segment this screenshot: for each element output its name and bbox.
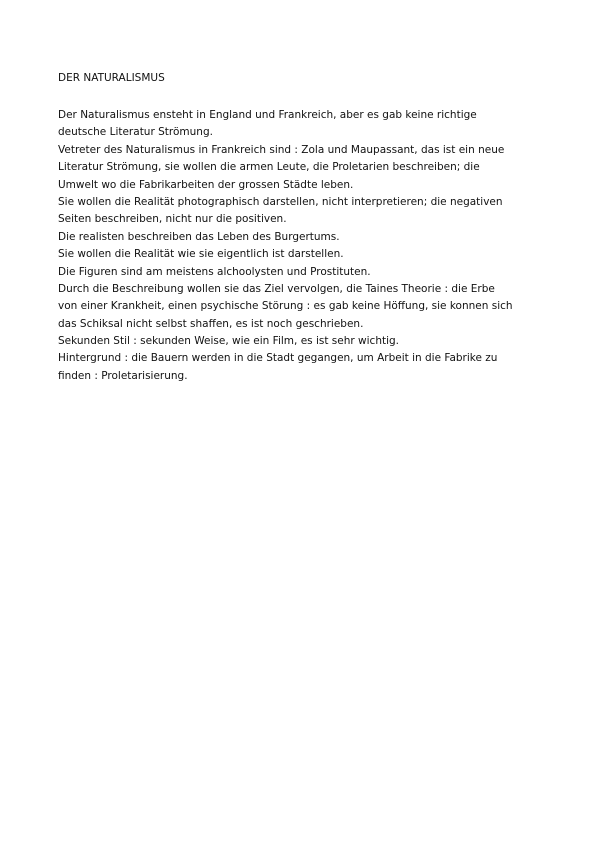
- text-line: Sie wollen die Realität wie sie eigentlich ist darstellen.: [58, 248, 344, 261]
- text-line: Vetreter des Naturalismus in Frankreich sind : Zola und Maupassant, das ist ein neue: [58, 143, 505, 156]
- text-line: Seiten beschreiben, nicht nur die positiven.: [58, 213, 287, 226]
- text-line: Umwelt wo die Fabrikarbeiten der grossen Städte leben.: [58, 178, 354, 191]
- text-line: Literatur Strömung, sie wollen die armen Leute, die Proletarien beschreiben; die: [58, 161, 480, 174]
- text-line: Sekunden Stil : sekunden Weise, wie ein Film, es ist sehr wichtig.: [58, 335, 400, 348]
- text-line: Sie wollen die Realität photographisch darstellen, nicht interpretieren; die negativen: [58, 195, 503, 208]
- text-line: deutsche Literatur Strömung.: [58, 126, 213, 139]
- text-line: Hintergrund : die Bauern werden in die Stadt gegangen, um Arbeit in die Fabrike zu: [58, 352, 498, 365]
- text-line: finden : Proletarisierung.: [58, 369, 188, 382]
- document-body: [58, 107, 558, 385]
- text-line: Durch die Beschreibung wollen sie das Ziel vervolgen, die Taines Theorie : die Erbe: [58, 282, 495, 295]
- text-line: Die realisten beschreiben das Leben des Burgertums.: [58, 230, 340, 243]
- text-line: Die Figuren sind am meistens alchoolysten und Prostituten.: [58, 265, 371, 278]
- document-title: DER NATURALISMUS: [58, 72, 165, 84]
- text-line: das Schiksal nicht selbst shaffen, es ist noch geschrieben.: [58, 317, 364, 330]
- text-line: von einer Krankheit, einen psychische Störung : es gab keine Höffung, sie konnen sich: [58, 300, 513, 313]
- text-line: Der Naturalismus ensteht in England und Frankreich, aber es gab keine richtige: [58, 109, 477, 121]
